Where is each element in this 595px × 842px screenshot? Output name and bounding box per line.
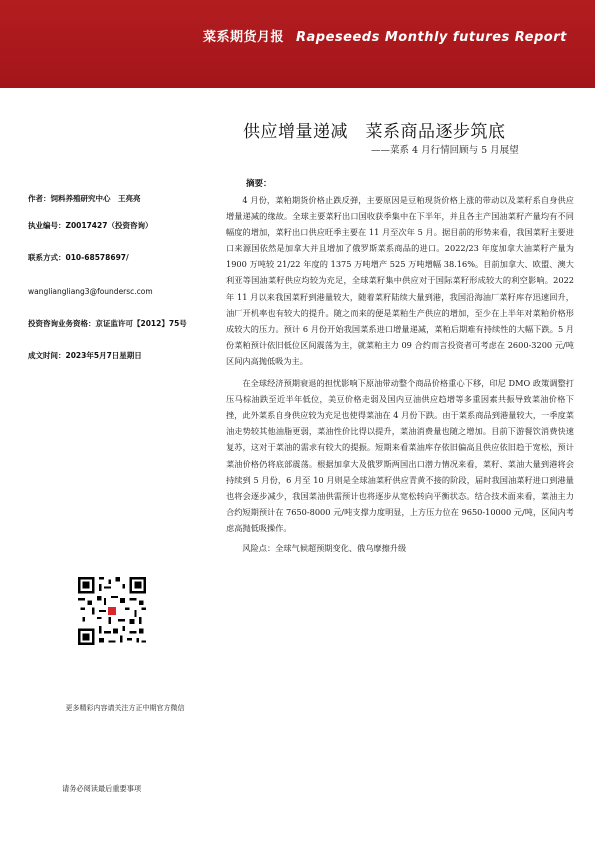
- qualification-line: 投资咨询业务资格：京证监许可【2012】75号: [28, 319, 187, 328]
- header-title-cn: 菜系期货月报: [203, 30, 285, 45]
- page-title: 供应增量递减 菜系商品逐步筑底: [243, 122, 506, 142]
- contact-email[interactable]: wangliangliang3@foundersc.com: [28, 287, 153, 296]
- license-number: 执业编号：Z0017427（投资咨询）: [28, 221, 153, 230]
- report-date: 成文时间：2023年5月7日星期日: [28, 351, 142, 360]
- abstract-paragraph-2: 在全球经济预期衰退的担忧影响下原油带动整个商品价格重心下移，印尼 DMO 政策调整打压马棕油跌至近半年低位，美豆价格走弱及国内豆油供应趋增等多重因素共振导致菜油价格下挫，此外菜系自身供应较为充足也使得菜油在 4 月份下跌。由于菜系商品到港量较大，一季度菜油走势较其他油脂更弱，菜油性价比得以提升，菜油消费量也随之增加。目前下游餐饮消费快速复苏，这对于菜油的需求有较大的提振。短期来看菜油库存依旧偏高且供应依旧趋于宽松，预计菜油价格仍将底部震荡。根据加拿大及俄罗斯两国出口潜力情况来看，菜籽、菜油大量到港将会持续到 5 月份，6 月至 10 月则是全球油菜籽供应青黄不接的阶段，届时我国油菜籽进口到港量也将会逐步减少，我国菜油供需预计也将逐步从宽松转向平衡状态。结合技术面来看，菜油主力合约短期预计在 7650-8000 元/吨支撑力度明显，上方压力位在 9650-10000 元/吨，区间内考虑高抛低吸操作。: [226, 378, 574, 533]
- abstract-body: [226, 192, 574, 556]
- qr-caption: 更多精彩内容请关注方正中期官方微信: [65, 704, 185, 712]
- page-subtitle: ——菜系 4 月行情回顾与 5 月展望: [371, 145, 519, 156]
- report-header-title: [203, 26, 567, 45]
- author-line: 作者：饲料养殖研究中心 王亮亮: [28, 194, 141, 203]
- contact-phone: 联系方式：010-68578697/: [28, 253, 129, 262]
- abstract-label: 摘要：: [246, 179, 272, 189]
- header-title-en: Rapeseeds Monthly futures Report: [296, 30, 567, 45]
- risk-points: 风险点：全球气候超预期变化、俄乌摩擦升级: [242, 542, 407, 553]
- wechat-qr-code-icon: [78, 577, 146, 645]
- footer-note: 请务必阅读最后重要事项: [62, 784, 142, 793]
- abstract-paragraph-1: 4 月份，菜粕期货价格止跌反弹，主要原因是豆粕现货价格上涨的带动以及菜籽系自身供应增量递减的缘故。全球主要菜籽出口国收获季集中在下半年，并且各主产国油菜籽产量均有不同幅度的增加，菜籽出口供应旺季主要在 11 月至次年 5 月。据目前的形势来看，我国菜籽主要进口来源国依然是加拿大并且增加了俄罗斯菜系商品的进口。2022/23 年度加拿大油菜籽产量为 1900 万吨较 21/22 年度的 1375 万吨增产 525 万吨增幅 38.16%。目前加拿大、欧盟、澳大利亚等国油菜籽供应均较为充足，全球菜籽集中供应对于国际菜籽形成较大的利空影响。2022 年 11 月以来我国菜籽到港量较大，随着菜籽陆续大量到港，我国沿海油厂菜籽库存迅速回升，油厂开机率也有较大的提升。随之而来的便是菜粕生产供应的增加，至少在上半年对菜粕价格形成较大的压力。预计 6 月份开始我国菜系进口增量递减，菜粕后期难有持续性的大幅下跌。5 月份菜粕预计依旧低位区间震荡为主，就菜粕主力 09 合约而言投资者可考虑在 2600-3200 元/吨区间内高抛低吸为主。: [226, 195, 574, 366]
